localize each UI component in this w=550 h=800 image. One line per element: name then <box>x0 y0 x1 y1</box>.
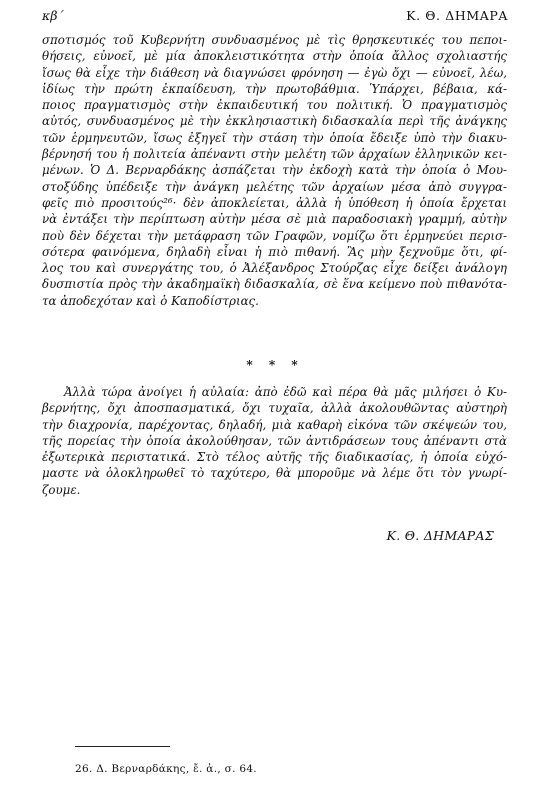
text-line: βέρνησή του ἡ πολιτεία ἀπέναντι στὴν μελέτη τῶν ἀρχαίων ἑλληνικῶν κει- <box>42 147 507 162</box>
page-header <box>42 8 508 24</box>
text-line: ἐξωτερικὰ περιστατικά. Στὸ τέλος αὐτῆς τῆς διαδικασίας, ἡ ὁποία εὐχό- <box>42 450 507 465</box>
running-head: Κ. Θ. ΔΗΜΑΡΑ <box>406 8 508 23</box>
text-line: ποιος πραγματισμὸς στὴν ἐκπαιδευτική του πολιτική. Ὁ πραγματισμὸς <box>42 98 507 113</box>
section-separator: * * * <box>246 358 304 372</box>
text-line: αὐτός, συνδυασμένος μὲ τὴν ἐκκλησιαστικὴ διδασκαλία περὶ τῆς ἀνάγκης <box>42 114 507 129</box>
text-line: νὰ ἐντάξει τὴν περίπτωση αὐτὴν μέσα σὲ μιὰ παραδοσιακὴ γραμμή, αὐτὴν <box>42 212 507 227</box>
text-line: μαστε νὰ ὁλοκληρωθεῖ τὸ ταχύτερο, θὰ μποροῦμε νὰ λέμε ὅτι τὸν γνωρί- <box>42 466 507 481</box>
text-line: μένων. Ὁ Δ. Βερναρδάκης ἀσπάζεται τὴν ἐκδοχὴ κατὰ τὴν ὁποία ὁ Μου- <box>42 163 507 178</box>
paragraph-2 <box>42 385 507 499</box>
text-line: φεῖς πιὸ προσιτούς²⁶· δὲν ἀποκλείεται, ἀλλὰ ἡ ὑπόθεση ἡ ὁποία ἔρχεται <box>42 195 507 210</box>
text-line: βερνήτης, ὄχι ἀποσπασματικά, ὄχι τυχαῖα, ἀλλὰ ἀκολουθῶντας αὐστηρὴ <box>42 401 507 416</box>
text-line: ζουμε. <box>42 482 81 497</box>
paragraph-1 <box>42 33 507 310</box>
text-line: τῶν ἑρμηνευτῶν, ἴσως ἐξηγεῖ τὴν στάση τὴν ὁποία ἔδειξε ὑπὸ τὴν διακυ- <box>42 130 507 145</box>
text-line: σότερα φαινόμενα, δηλαδὴ εἶναι ἡ πιὸ πιθανή. Ἂς μὴν ξεχνοῦμε ὅτι, φί- <box>42 244 507 259</box>
text-line: δυσπιστία πρὸς τὴν ἀκαδημαϊκὴ διδασκαλία, σὲ ἕνα κείμενο ποὺ πιθανότα- <box>42 277 507 292</box>
text-line: ἴσως θὰ εἶχε τὴν διάθεση νὰ διαγνώσει φρόνηση — ἐγὼ ὄχι — εὐνοεῖ, λέω, <box>42 65 507 80</box>
text-line: στοξύδης ὑπέδειξε τὴν ἀνάγκη μελέτης τῶν ἀρχαίων μέσα ἀπὸ συγγρα- <box>42 179 507 194</box>
text-line: τῆς πορείας τὴν ὁποία ἀκολούθησαν, τῶν ἀντιδράσεων τους ἀπέναντι στὰ <box>42 433 507 448</box>
text-line: ἰδίως τὴν πρώτη ἐκπαίδευση, τὴν πρωτοβάθμια. Ὑπάρχει, βέβαια, κά- <box>42 81 507 96</box>
text-line: τὴν διαχρονία, παρέχοντας, δηλαδή, μιὰ καθαρὴ εἰκόνα τῶν σκέψεών του, <box>42 417 507 432</box>
text-line: ποὺ δὲν δέχεται τὴν μετάφραση τῶν Γραφῶν, νομίζω ὅτι ἑρμηνεύει περισ- <box>42 228 507 243</box>
footnote: 26. Δ. Βερναρδάκης, ἔ. ἀ., σ. 64. <box>75 763 257 775</box>
footnote-divider <box>75 746 170 747</box>
text-line: θήσεις, εὐνοεῖ, μὲ μία ἀποκλειστικότητα στὴν ὁποία ἄλλος σχολιαστής <box>42 49 507 64</box>
text-line: τα ἀποδεχόταν καὶ ὁ Καποδίστριας. <box>42 293 259 308</box>
page-number: κβ΄ <box>42 8 64 23</box>
author-signature: Κ. Θ. ΔΗΜΑΡΑΣ <box>386 528 494 543</box>
text-line: λος του καὶ συνεργάτης του, ὁ Ἀλέξανδρος Στούρζας εἶχε δείξει ἀνάλογη <box>42 261 507 276</box>
text-line: Ἀλλὰ τώρα ἀνοίγει ἡ αὐλαία: ἀπὸ ἐδῶ καὶ πέρα θὰ μᾶς μιλήσει ὁ Κυ- <box>64 385 507 399</box>
text-line: σποτισμός τοῦ Κυβερνήτη συνδυασμένος μὲ τὶς θρησκευτικές του πεποι- <box>42 33 507 47</box>
